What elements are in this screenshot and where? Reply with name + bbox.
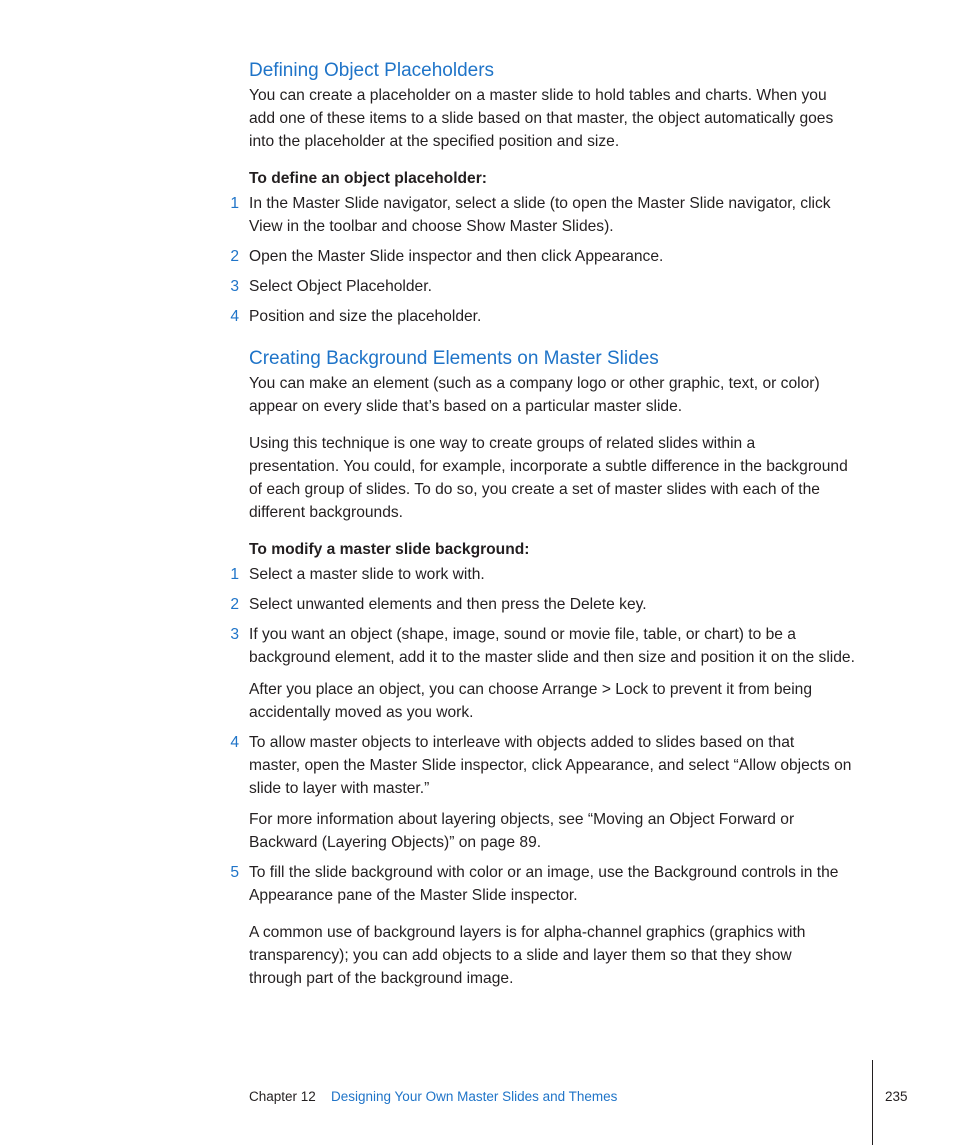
paragraph-technique [249,432,889,524]
text-line: To allow master objects to interleave with objects added to slides based on that [249,734,795,751]
page-number: 235 [885,1089,908,1104]
footer-chapter-title: Designing Your Own Master Slides and Themes [331,1089,618,1104]
step-note-lock [249,678,889,724]
step-text [249,593,889,616]
step-number: 5 [230,864,239,881]
paragraph-alpha-channel [249,921,889,990]
text-line: Appearance pane of the Master Slide inspector. [249,887,578,904]
task-lead-modify-background: To modify a master slide background: [249,541,530,558]
step-number: 4 [230,734,239,751]
text-line: presentation. You could, for example, incorporate a subtle difference in the background [249,458,848,475]
text-line: A common use of background layers is for alpha-channel graphics (graphics with [249,924,806,941]
section-heading-background-elements: Creating Background Elements on Master Slides [249,348,659,369]
text-line: To fill the slide background with color or an image, use the Background controls in the [249,864,839,881]
step-note-layering [249,808,889,854]
text-line: add one of these items to a slide based on that master, the object automatically goes [249,110,834,127]
text-line: through part of the background image. [249,970,514,987]
text-line: transparency); you can add objects to a slide and layer them so that they show [249,947,792,964]
text-line: After you place an object, you can choose Arrange > Lock to prevent it from being [249,681,813,698]
paragraph-placeholder-intro [249,84,889,153]
text-line: into the placeholder at the specified position and size. [249,133,620,150]
step-number: 3 [230,626,239,643]
step-text [249,305,889,328]
text-line: You can create a placeholder on a master slide to hold tables and charts. When you [249,87,827,104]
text-line: Backward (Layering Objects)” on page 89. [249,834,542,851]
task-lead-define-placeholder: To define an object placeholder: [249,170,487,187]
step-number: 1 [230,566,239,583]
text-line: Using this technique is one way to create groups of related slides within a [249,435,756,452]
text-line: background element, add it to the master slide and then size and position it on the slide. [249,649,855,666]
step-number: 2 [230,596,239,613]
text-line: Open the Master Slide inspector and then click Appearance. [249,248,664,265]
step-text [249,861,889,907]
text-line: If you want an object (shape, image, sound or movie file, table, or chart) to be a [249,626,796,643]
step-text [249,245,889,268]
footer-chapter-label: Chapter 12 [249,1089,316,1104]
section-heading-object-placeholders: Defining Object Placeholders [249,60,495,81]
step-number: 4 [230,308,239,325]
step-text [249,731,889,800]
step-text [249,275,889,298]
text-line: You can make an element (such as a company logo or other graphic, text, or color) [249,375,820,392]
text-line: View in the toolbar and choose Show Master Slides). [249,218,614,235]
text-line: appear on every slide that’s based on a particular master slide. [249,398,683,415]
text-line: accidentally moved as you work. [249,704,474,721]
text-line: In the Master Slide navigator, select a slide (to open the Master Slide navigator, click [249,195,831,212]
step-number: 3 [230,278,239,295]
step-number: 1 [230,195,239,212]
text-line: Position and size the placeholder. [249,308,482,325]
step-text [249,563,889,586]
step-text [249,623,889,669]
text-line: Select Object Placeholder. [249,278,432,295]
text-line: For more information about layering objects, see “Moving an Object Forward or [249,811,795,828]
text-line: master, open the Master Slide inspector, click Appearance, and select “Allow objects on [249,757,852,774]
text-line: different backgrounds. [249,504,404,521]
footer-divider [872,1060,873,1145]
text-line: Select a master slide to work with. [249,566,485,583]
paragraph-background-intro [249,372,889,418]
step-number: 2 [230,248,239,265]
text-line: of each group of slides. To do so, you create a set of master slides with each of the [249,481,820,498]
text-line: slide to layer with master.” [249,780,430,797]
step-text [249,192,889,238]
text-line: Select unwanted elements and then press the Delete key. [249,596,647,613]
